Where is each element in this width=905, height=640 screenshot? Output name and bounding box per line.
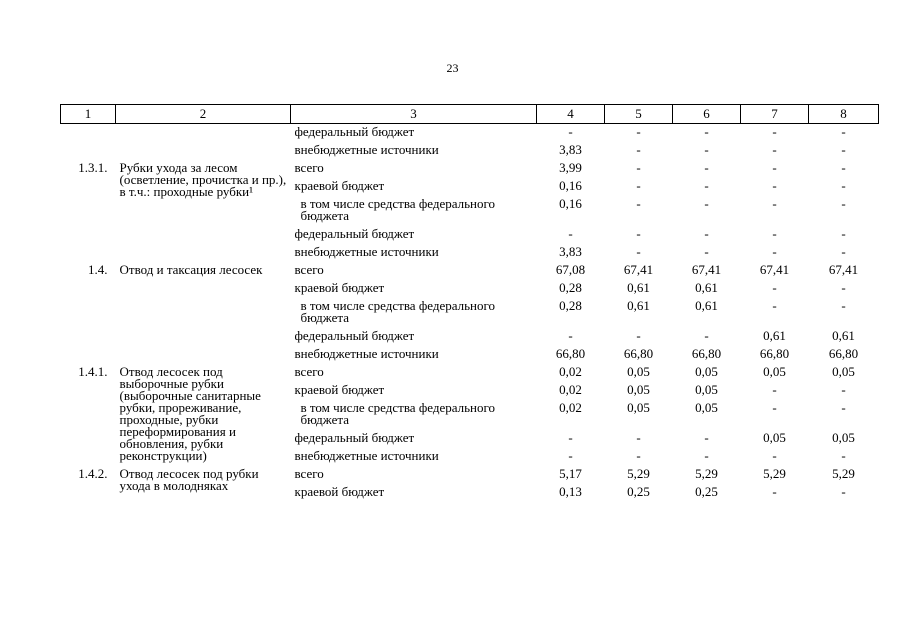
row-value: - [636, 142, 641, 157]
budget-table [60, 104, 879, 502]
row-value: - [841, 226, 846, 241]
row-code: 1.4.2. [78, 466, 108, 481]
row-item-name [116, 142, 291, 160]
row-value: - [568, 430, 573, 445]
row-value: 3,83 [559, 244, 582, 259]
row-item-name: Отвод лесосек под рубки ухода в молодняках [119, 466, 259, 493]
row-value: 0,28 [559, 298, 582, 313]
row-value: - [772, 160, 777, 175]
row-funding-source: в том числе средства федерального бюджета [300, 196, 495, 223]
row-value: 0,25 [627, 484, 650, 499]
row-value: - [841, 244, 846, 259]
row-value: 0,61 [627, 298, 650, 313]
header-cell: 2 [116, 105, 291, 124]
row-value: 0,05 [627, 382, 650, 397]
row-value: 66,80 [555, 346, 586, 361]
row-funding-source: федеральный бюджет [294, 226, 415, 241]
row-value: 0,61 [763, 328, 786, 343]
row-value: 0,02 [559, 364, 582, 379]
row-value: - [841, 400, 846, 415]
table-row [61, 124, 879, 143]
row-value: 0,13 [559, 484, 582, 499]
row-value: - [704, 448, 709, 463]
row-value: 5,29 [627, 466, 650, 481]
row-value: - [636, 196, 641, 211]
row-value: 66,80 [691, 346, 722, 361]
row-value: - [636, 124, 641, 139]
row-funding-source: внебюджетные источники [294, 346, 439, 361]
row-value: 66,80 [828, 346, 859, 361]
row-value: 0,05 [627, 400, 650, 415]
row-value: - [841, 178, 846, 193]
row-value: 5,17 [559, 466, 582, 481]
header-cell: 5 [605, 105, 673, 124]
row-value: - [841, 160, 846, 175]
row-value: - [841, 382, 846, 397]
row-value: 0,02 [559, 382, 582, 397]
row-code: 1.3.1. [78, 160, 108, 175]
row-value: 0,16 [559, 196, 582, 211]
row-value: 5,29 [763, 466, 786, 481]
row-value: 67,41 [691, 262, 722, 277]
row-value: - [704, 142, 709, 157]
row-value: 0,05 [695, 364, 718, 379]
row-value: 3,83 [559, 142, 582, 157]
row-value: - [772, 142, 777, 157]
row-funding-source: внебюджетные источники [294, 142, 439, 157]
row-value: - [772, 400, 777, 415]
row-value: 66,80 [759, 346, 790, 361]
table-row [61, 262, 879, 280]
page-number: 23 [446, 61, 459, 75]
row-funding-source: федеральный бюджет [294, 328, 415, 343]
row-value: 0,05 [695, 400, 718, 415]
row-value: 0,61 [695, 280, 718, 295]
row-value: - [772, 124, 777, 139]
row-value: - [772, 382, 777, 397]
row-value: - [841, 484, 846, 499]
row-item-name: Отвод и таксация лесосек [119, 262, 263, 277]
row-code [61, 124, 116, 143]
row-value: - [704, 124, 709, 139]
row-funding-source: внебюджетные источники [294, 448, 439, 463]
table-row [61, 364, 879, 382]
row-value: 0,05 [763, 430, 786, 445]
header-cell: 3 [291, 105, 537, 124]
row-code: 1.4.1. [78, 364, 108, 379]
row-value: 0,28 [559, 280, 582, 295]
table-body [61, 124, 879, 503]
row-value: 0,25 [695, 484, 718, 499]
row-value: - [841, 142, 846, 157]
table-header [61, 105, 879, 124]
row-value: 66,80 [623, 346, 654, 361]
row-value: - [704, 430, 709, 445]
row-value: - [568, 328, 573, 343]
row-value: 67,08 [555, 262, 586, 277]
row-value: - [772, 448, 777, 463]
row-value: - [772, 484, 777, 499]
row-code: 1.4. [88, 262, 108, 277]
row-funding-source: федеральный бюджет [294, 124, 415, 139]
row-value: - [704, 196, 709, 211]
table-row [61, 160, 879, 178]
header-cell: 7 [741, 105, 809, 124]
row-value: - [568, 448, 573, 463]
row-funding-source: краевой бюджет [294, 484, 385, 499]
header-cell: 8 [809, 105, 879, 124]
row-value: - [772, 226, 777, 241]
row-value: 3,99 [559, 160, 582, 175]
row-value: - [772, 178, 777, 193]
row-value: 0,05 [695, 382, 718, 397]
row-value: - [704, 160, 709, 175]
table-row [61, 142, 879, 160]
row-value: - [636, 430, 641, 445]
row-value: - [636, 226, 641, 241]
row-item-name [116, 124, 291, 143]
row-value: - [704, 244, 709, 259]
row-value: - [568, 226, 573, 241]
row-funding-source: в том числе средства федерального бюджета [300, 298, 495, 325]
row-value: - [636, 328, 641, 343]
row-funding-source: внебюджетные источники [294, 244, 439, 259]
row-value: 0,05 [627, 364, 650, 379]
row-value: - [841, 280, 846, 295]
row-value: 0,05 [832, 364, 855, 379]
row-funding-source: краевой бюджет [294, 280, 385, 295]
row-funding-source: в том числе средства федерального бюджета [300, 400, 495, 427]
header-row [61, 105, 879, 124]
row-funding-source: всего [294, 364, 324, 379]
row-funding-source: краевой бюджет [294, 382, 385, 397]
row-value: - [772, 280, 777, 295]
row-value: 67,41 [828, 262, 859, 277]
row-value: - [636, 448, 641, 463]
row-value: - [841, 298, 846, 313]
row-value: 67,41 [623, 262, 654, 277]
row-value: - [568, 124, 573, 139]
row-value: - [704, 226, 709, 241]
row-value: - [636, 160, 641, 175]
row-value: 0,16 [559, 178, 582, 193]
row-value: 0,61 [627, 280, 650, 295]
row-value: 67,41 [759, 262, 790, 277]
row-value: - [704, 328, 709, 343]
row-code [61, 142, 116, 160]
row-value: - [841, 448, 846, 463]
header-cell: 6 [673, 105, 741, 124]
table-row [61, 466, 879, 484]
row-item-name: Рубки ухода за лесом (осветление, прочистка и пр.), в т.ч.: проходные рубки¹ [119, 160, 287, 199]
row-value: 0,02 [559, 400, 582, 415]
row-value: - [841, 196, 846, 211]
row-value: 0,61 [695, 298, 718, 313]
row-value: - [772, 196, 777, 211]
row-value: - [772, 298, 777, 313]
row-funding-source: всего [294, 262, 324, 277]
row-value: - [704, 178, 709, 193]
row-value: 0,05 [832, 430, 855, 445]
row-value: - [636, 244, 641, 259]
row-value: 5,29 [832, 466, 855, 481]
row-value: 5,29 [695, 466, 718, 481]
row-funding-source: всего [294, 160, 324, 175]
row-funding-source: федеральный бюджет [294, 430, 415, 445]
row-value: 0,61 [832, 328, 855, 343]
row-value: 0,05 [763, 364, 786, 379]
header-cell: 1 [61, 105, 116, 124]
row-value: - [772, 244, 777, 259]
row-funding-source: краевой бюджет [294, 178, 385, 193]
row-value: - [636, 178, 641, 193]
header-cell: 4 [537, 105, 605, 124]
row-value: - [841, 124, 846, 139]
row-item-name: Отвод лесосек под выборочные рубки (выборочные санитарные рубки, прореживание, проходные, рубки переформирования и обновления, рубки реконструкции) [119, 364, 261, 463]
row-funding-source: всего [294, 466, 324, 481]
